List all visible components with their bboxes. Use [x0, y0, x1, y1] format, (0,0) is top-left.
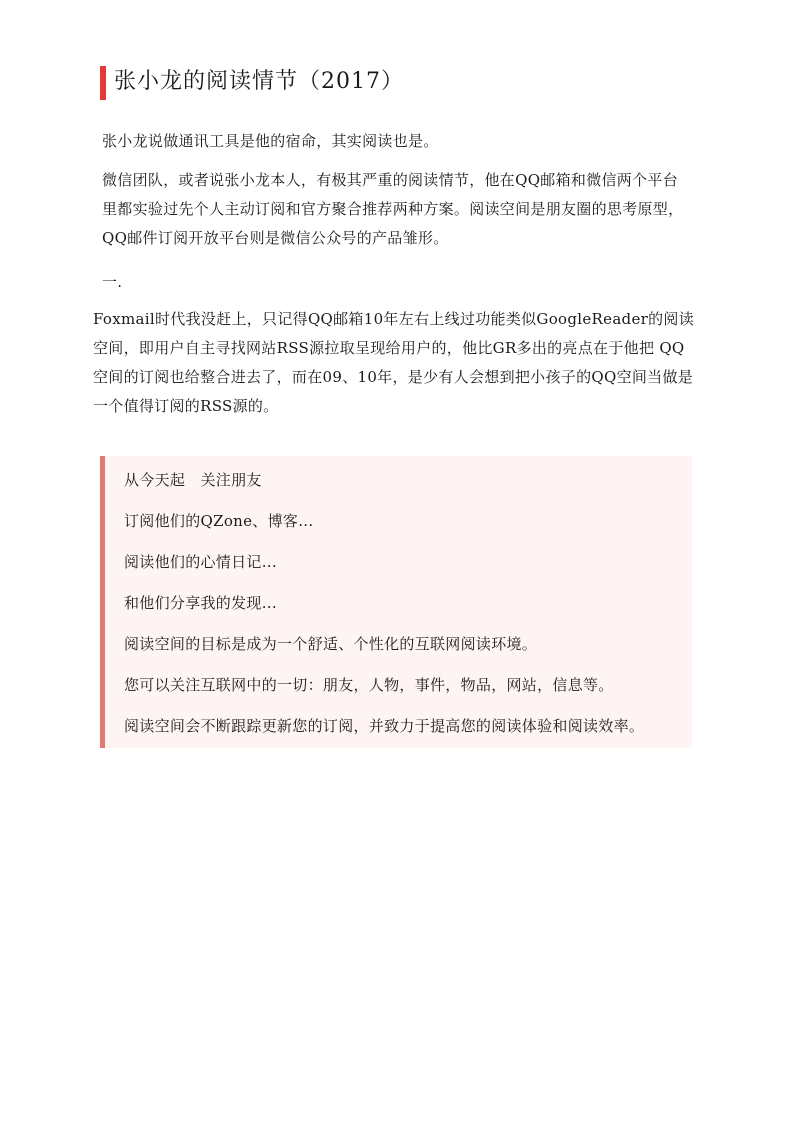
quote-line: 阅读他们的心情日记...: [124, 553, 277, 571]
title-accent-bar: [100, 66, 106, 100]
quote-line: 阅读空间的目标是成为一个舒适、个性化的互联网阅读环境。: [124, 635, 538, 653]
section-heading: 一.: [102, 273, 123, 291]
quote-line: 阅读空间会不断跟踪更新您的订阅，并致力于提高您的阅读体验和阅读效率。: [124, 717, 645, 735]
body-paragraph: 微信团队，或者说张小龙本人，有极其严重的阅读情节，他在QQ邮箱和微信两个平台里都实验过先个人主动订阅和官方聚合推荐两种方案。阅读空间是朋友圈的思考原型，QQ邮件订阅开放平台则是微信公众号的产品雏形。: [102, 171, 684, 247]
page-title: 张小龙的阅读情节（2017）: [114, 69, 404, 94]
quote-line: 和他们分享我的发现...: [124, 594, 277, 612]
quote-line: 从今天起 关注朋友: [124, 471, 262, 489]
quote-line: 您可以关注互联网中的一切：朋友，人物，事件，物品，网站，信息等。: [124, 676, 614, 694]
body-paragraph: Foxmail时代我没赶上，只记得QQ邮箱10年左右上线过功能类似GoogleReader的阅读空间，即用户自主寻找网站RSS源拉取呈现给用户的，他比GR多出的亮点在于他把 QQ空间的订阅也给整合进去了，而在09、10年，是少有人会想到把小孩子的QQ空间当做是一个值得订阅的RSS源的。: [93, 310, 695, 415]
blockquote: [100, 456, 692, 748]
intro-paragraph: 张小龙说做通讯工具是他的宿命，其实阅读也是。: [102, 132, 439, 150]
quote-line: 订阅他们的QZone、博客...: [124, 512, 314, 530]
